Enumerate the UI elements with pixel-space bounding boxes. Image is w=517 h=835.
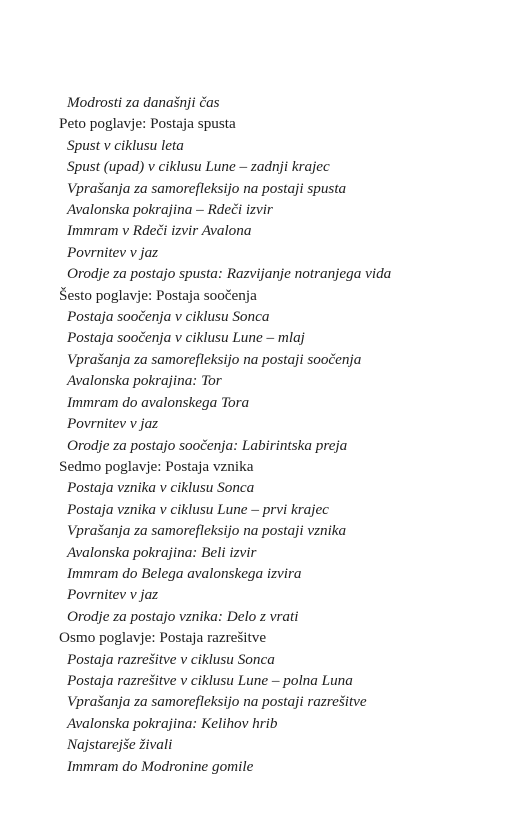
toc-entry: Povrnitev v jaz — [67, 415, 159, 433]
toc-entry: Immram v Rdeči izvir Avalona — [67, 222, 252, 240]
toc-entry: Avalonska pokrajina: Kelihov hrib — [67, 714, 278, 732]
toc-entry: Immram do Modronine gomile — [67, 757, 254, 775]
toc-entry: Povrnitev v jaz — [67, 243, 159, 261]
toc-entry: Avalonska pokrajina – Rdeči izvir — [67, 201, 273, 219]
toc-entry: Immram do Belega avalonskega izvira — [67, 564, 302, 582]
toc-entry: Postaja soočenja v ciklusu Lune – mlaj — [67, 329, 305, 347]
toc-chapter-heading: Peto poglavje: Postaja spusta — [59, 115, 236, 133]
toc-chapter-heading: Sedmo poglavje: Postaja vznika — [59, 457, 254, 475]
toc-entry: Postaja vznika v ciklusu Lune – prvi krajec — [67, 500, 329, 518]
toc-entry: Postaja razrešitve v ciklusu Sonca — [67, 650, 275, 668]
toc-entry: Immram do avalonskega Tora — [67, 393, 250, 411]
toc-entry: Spust v ciklusu leta — [67, 136, 184, 154]
toc-entry: Vprašanja za samorefleksijo na postaji vznika — [67, 522, 347, 540]
toc-entry: Orodje za postajo soočenja: Labirintska preja — [67, 436, 348, 454]
toc-chapter-heading: Šesto poglavje: Postaja soočenja — [59, 286, 257, 304]
toc-entry: Orodje za postajo vznika: Delo z vrati — [67, 607, 299, 625]
toc-entry: Avalonska pokrajina: Beli izvir — [67, 543, 257, 561]
toc-entry: Postaja soočenja v ciklusu Sonca — [67, 308, 270, 326]
toc-entry: Vprašanja za samorefleksijo na postaji razrešitve — [67, 693, 367, 711]
toc-entry: Vprašanja za samorefleksijo na postaji soočenja — [67, 350, 362, 368]
table-of-contents — [59, 92, 499, 777]
toc-entry: Avalonska pokrajina: Tor — [67, 372, 222, 390]
toc-entry: Postaja vznika v ciklusu Sonca — [67, 479, 255, 497]
toc-entry: Najstarejše živali — [67, 736, 173, 754]
toc-entry: Povrnitev v jaz — [67, 586, 159, 604]
toc-entry: Orodje za postajo spusta: Razvijanje notranjega vida — [67, 265, 392, 283]
toc-entry: Spust (upad) v ciklusu Lune – zadnji krajec — [67, 158, 330, 176]
toc-entry: Postaja razrešitve v ciklusu Lune – polna Luna — [67, 671, 353, 689]
toc-entry: Vprašanja za samorefleksijo na postaji spusta — [67, 179, 347, 197]
toc-entry: Modrosti za današnji čas — [67, 94, 220, 111]
toc-chapter-heading: Osmo poglavje: Postaja razrešitve — [59, 629, 267, 647]
